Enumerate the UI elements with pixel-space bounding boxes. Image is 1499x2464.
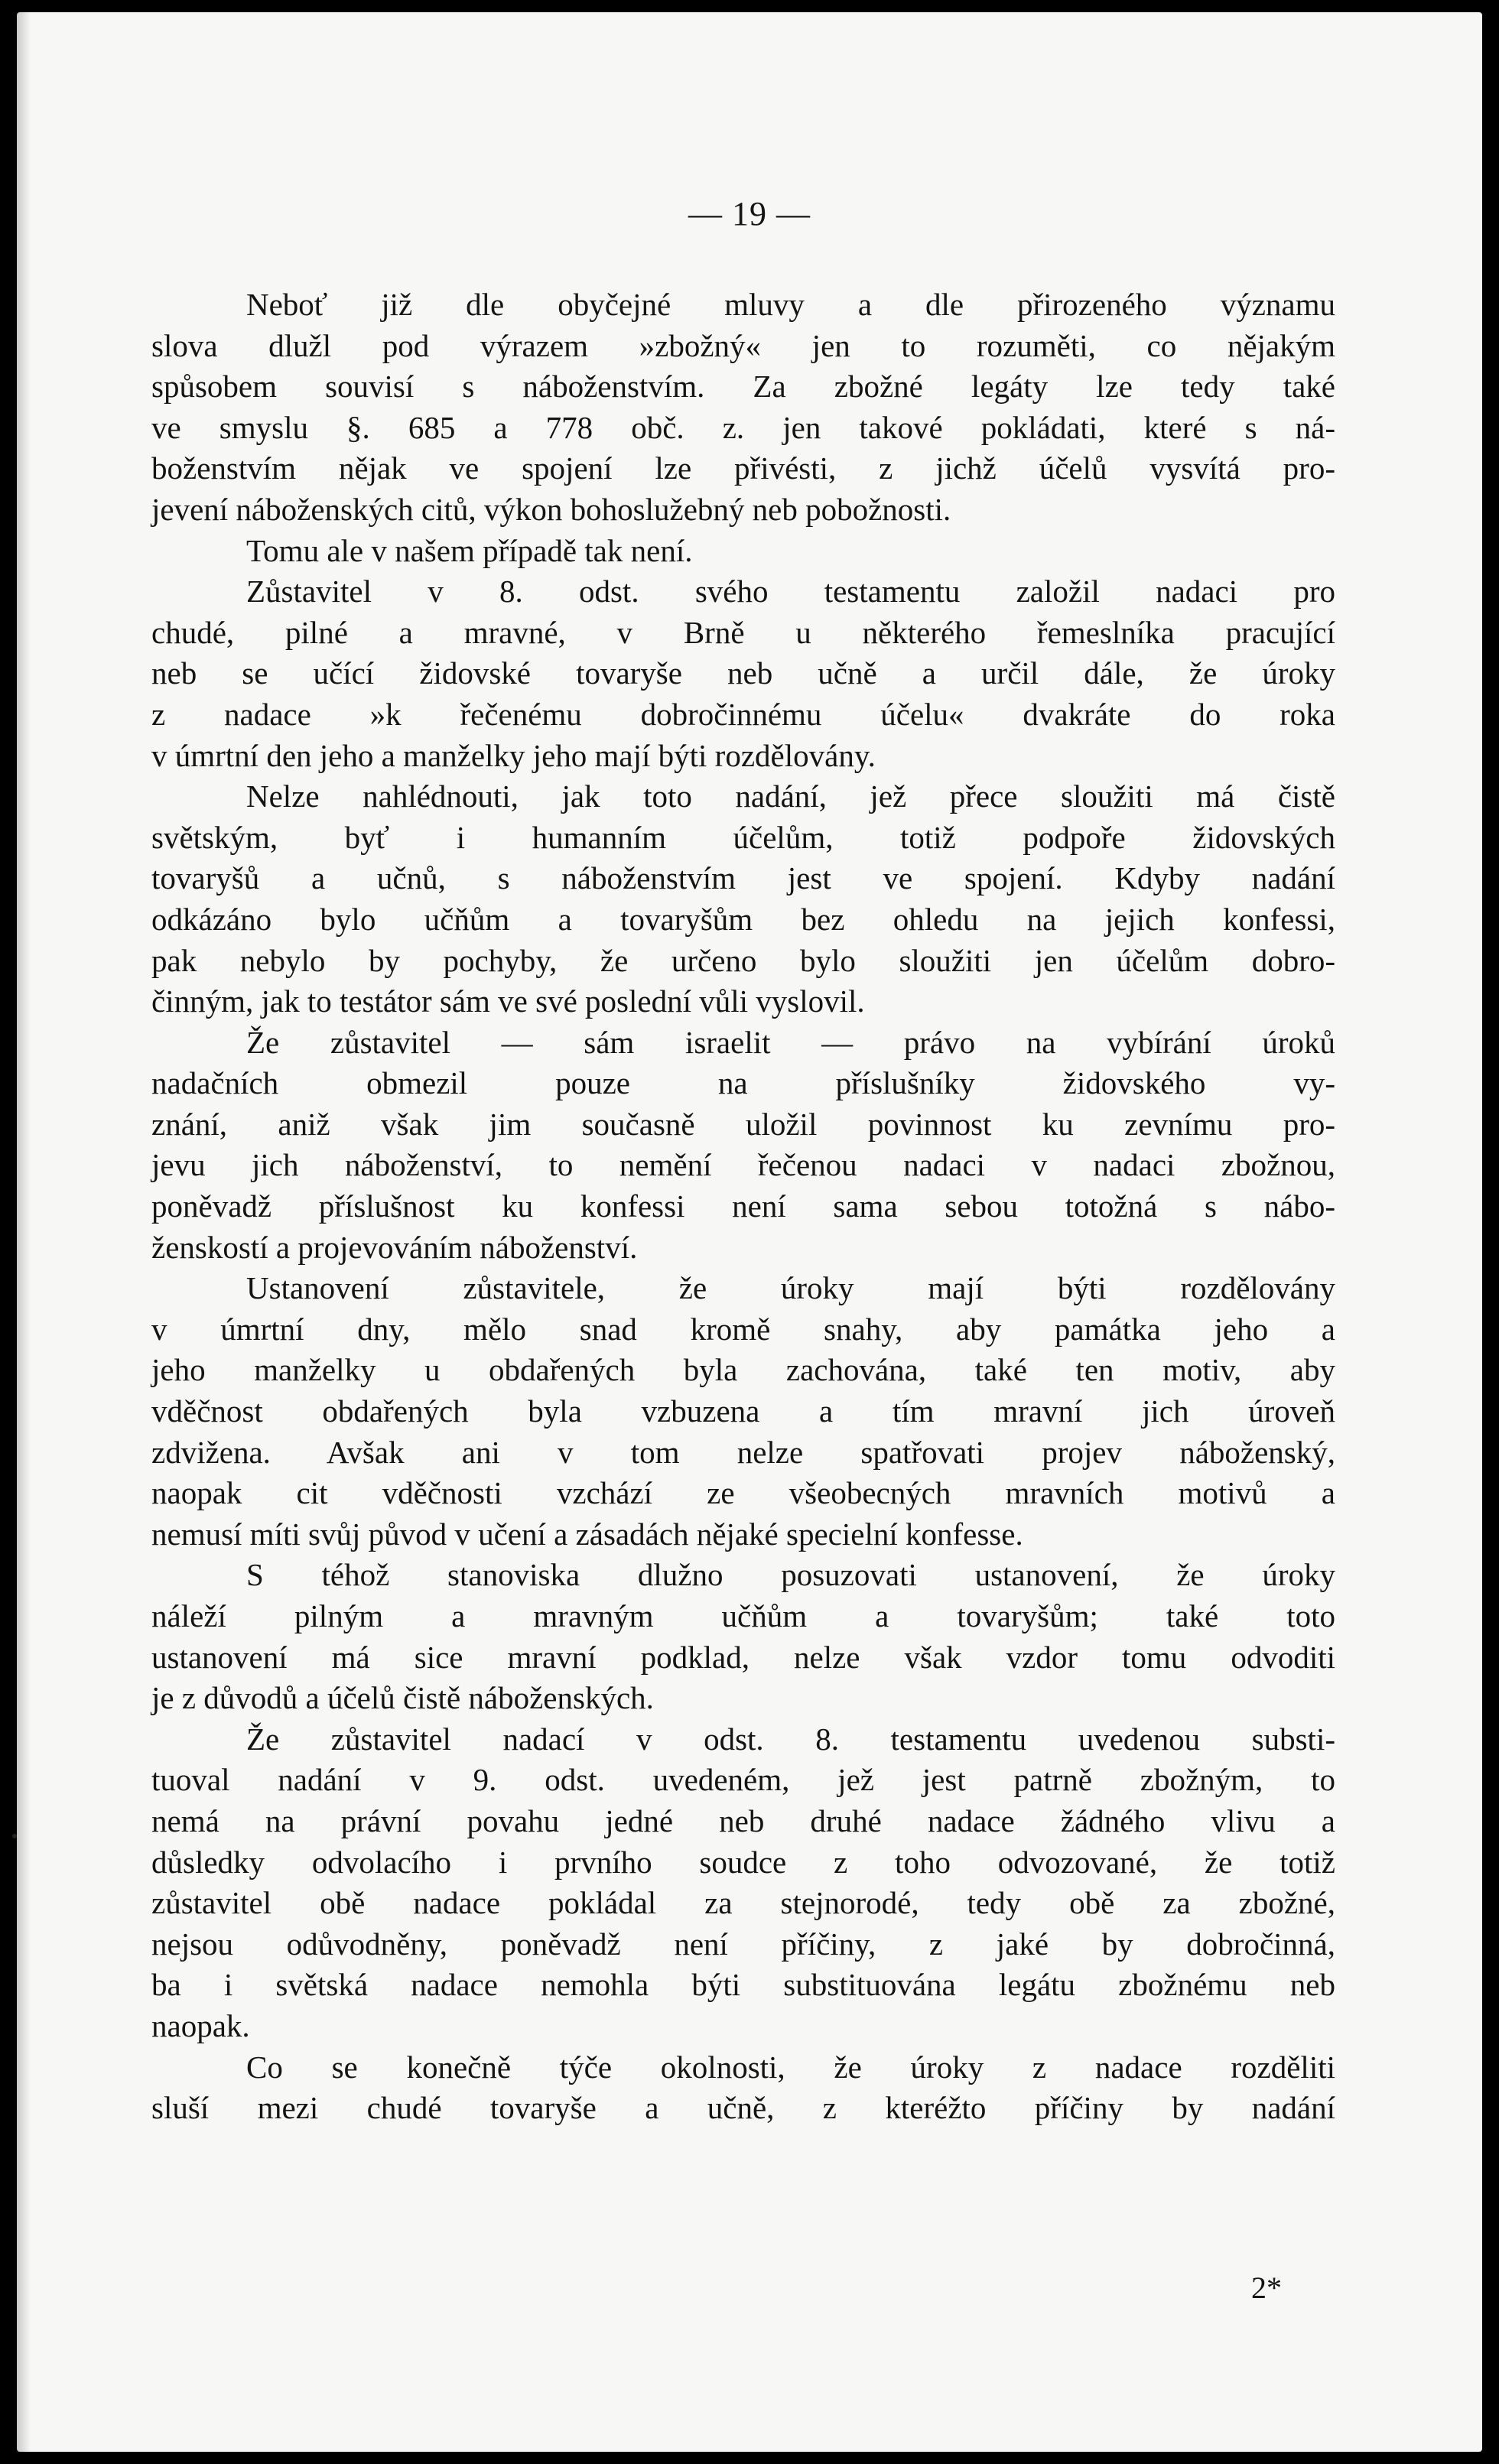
text-line: naopak. (151, 2007, 250, 2043)
margin-dot (12, 1834, 17, 1838)
text-line: poněvadž příslušnost ku konfessi není sama sebou totožná s nábo- (151, 1188, 1335, 1224)
text-line: odkázáno bylo učňům a tovaryšům bez ohledu na jejich konfessi, (151, 901, 1335, 937)
text-line: náleží pilným a mravným učňům a tovaryšům; také toto (151, 1598, 1335, 1633)
text-line: ve smyslu §. 685 a 778 obč. z. jen takové pokládati, které s ná- (151, 409, 1335, 445)
paragraph-6 (151, 1268, 1335, 1555)
text-line: tovaryšů a učnů, s náboženstvím jest ve spojení. Kdyby nadání (151, 860, 1335, 896)
body-text (151, 284, 1335, 2129)
text-line: Nelze nahlédnouti, jak toto nadání, jež přece sloužiti má čistě (246, 779, 1335, 814)
paragraph-2 (151, 531, 1335, 572)
text-line: v úmrtní dny, mělo snad kromě snahy, aby památka jeho a (151, 1311, 1335, 1347)
text-line: Tomu ale v našem případě tak není. (246, 532, 693, 568)
text-line: spůsobem souvisí s náboženstvím. Za zbožné legáty lze tedy také (151, 369, 1335, 405)
paragraph-1 (151, 284, 1335, 531)
text-line: jeho manželky u obdařených byla zachována, také ten motiv, aby (151, 1352, 1335, 1388)
text-line: znání, aniž však jim současně uložil povinnost ku zevnímu pro- (151, 1106, 1335, 1142)
text-line: je z důvodů a účelů čistě náboženských. (151, 1680, 654, 1716)
text-line: důsledky odvolacího i prvního soudce z toho odvozované, že totiž (151, 1844, 1335, 1880)
text-line: S téhož stanoviska dlužno posuzovati ustanovení, že úroky (246, 1557, 1335, 1593)
text-line: Co se konečně týče okolnosti, že úroky z nadace rozděliti (246, 2049, 1335, 2085)
text-line: Že zůstavitel nadací v odst. 8. testamentu uvedenou substi- (246, 1721, 1335, 1757)
paragraph-8 (151, 1719, 1335, 2047)
text-line: ženskostí a projevováním náboženství. (151, 1229, 638, 1265)
paragraph-7 (151, 1555, 1335, 1718)
paragraph-5 (151, 1022, 1335, 1269)
signature-mark: 2* (1251, 2271, 1282, 2305)
text-line: zůstavitel obě nadace pokládal za stejnorodé, tedy obě za zbožné, (151, 1885, 1335, 1921)
text-line: ustanovení má sice mravní podklad, nelze však vzdor tomu odvoditi (151, 1639, 1335, 1675)
text-line: tuoval nadání v 9. odst. uvedeném, jež jest patrně zbožným, to (151, 1762, 1335, 1798)
text-line: pak nebylo by pochyby, že určeno bylo sloužiti jen účelům dobro- (151, 942, 1335, 978)
paragraph-3 (151, 571, 1335, 776)
text-line: naopak cit vděčnosti vzchází ze všeobecných mravních motivů a (151, 1475, 1335, 1511)
text-line: ba i světská nadace nemohla býti substituována legátu zbožnému neb (151, 1967, 1335, 2003)
text-line: jevu jich náboženství, to nemění řečenou nadaci v nadaci zbožnou, (151, 1147, 1335, 1183)
text-line: nadačních obmezil pouze na příslušníky židovského vy- (151, 1065, 1335, 1101)
paragraph-4 (151, 776, 1335, 1022)
text-line: jevení náboženských citů, výkon bohoslužebný neb pobožnosti. (151, 491, 951, 527)
text-line: nejsou odůvodněny, poněvadž není příčiny, z jaké by dobročinná, (151, 1926, 1335, 1962)
text-line: zdvižena. Avšak ani v tom nelze spatřovati projev náboženský, (151, 1434, 1335, 1470)
text-line: neb se učící židovské tovaryše neb učně a určil dále, že úroky (151, 655, 1335, 691)
document-page (17, 12, 1482, 2452)
text-line: vděčnost obdařených byla vzbuzena a tím mravní jich úroveň (151, 1393, 1335, 1429)
text-line: Neboť již dle obyčejné mluvy a dle přirozeného významu (246, 287, 1335, 322)
text-line: chudé, pilné a mravné, v Brně u některého řemeslníka pracující (151, 614, 1335, 650)
text-line: slova dlužl pod výrazem »zbožný« jen to rozuměti, co nějakým (151, 327, 1335, 363)
text-line: činným, jak to testátor sám ve své poslední vůli vyslovil. (151, 983, 865, 1019)
text-line: nemusí míti svůj původ v učení a zásadách nějaké specielní konfesse. (151, 1516, 1023, 1552)
text-line: sluší mezi chudé tovaryše a učně, z kteréžto příčiny by nadání (151, 2090, 1335, 2126)
text-line: Že zůstavitel — sám israelit — právo na vybírání úroků (246, 1024, 1335, 1060)
text-line: boženstvím nějak ve spojení lze přivésti, z jichž účelů vysvítá pro- (151, 450, 1335, 486)
text-line: Zůstavitel v 8. odst. svého testamentu založil nadaci pro (246, 574, 1335, 609)
text-line: světským, byť i humanním účelům, totiž podpoře židovských (151, 819, 1335, 855)
text-line: z nadace »k řečenému dobročinnému účelu« dvakráte do roka (151, 696, 1335, 732)
text-line: Ustanovení zůstavitele, že úroky mají býti rozdělovány (246, 1270, 1335, 1306)
paragraph-9 (151, 2047, 1335, 2129)
page-number: — 19 — (688, 195, 811, 232)
text-line: nemá na právní povahu jedné neb druhé nadace žádného vlivu a (151, 1802, 1335, 1838)
text-line: v úmrtní den jeho a manželky jeho mají býti rozdělovány. (151, 737, 876, 773)
